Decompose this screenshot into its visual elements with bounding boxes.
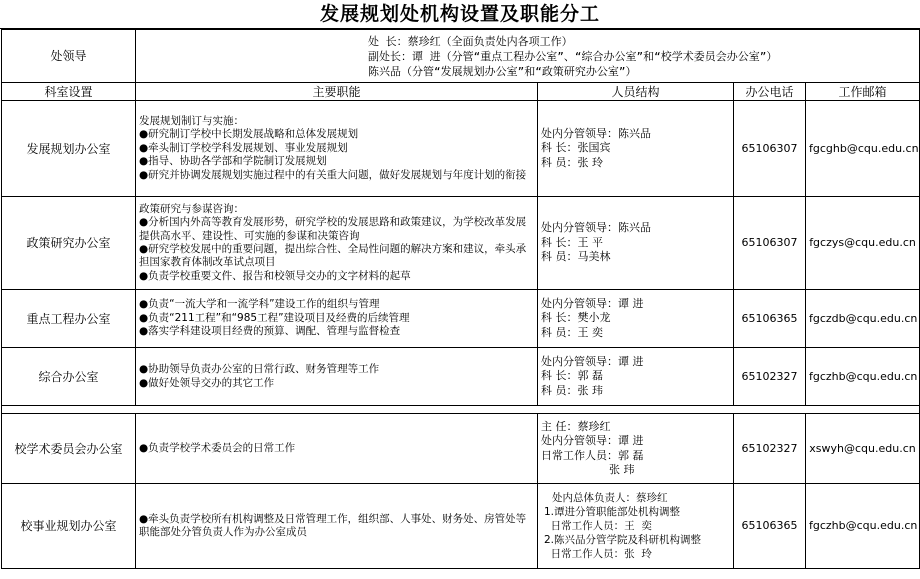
staff-line: 处内分管领导：陈兴品	[541, 221, 651, 235]
office-email: fgcghb@cqu.edu.cn	[806, 101, 920, 197]
duty-line: 发展规划制订与实施：	[139, 114, 244, 127]
spacer-row	[2, 406, 920, 414]
duty-line: ●负责学校重要文件、报告和校领导交办的文字材料的起草	[139, 269, 411, 282]
staff-line: 科 长：郭 磊	[541, 369, 603, 383]
column-header: 科室设置	[2, 83, 136, 101]
staff-line: 日常工作人员：郭 磊	[541, 448, 644, 462]
table-row	[2, 290, 920, 348]
leadership-row	[2, 30, 920, 83]
staff-line: 科 员：张 玮	[541, 383, 603, 397]
table-row	[2, 101, 920, 197]
office-name: 综合办公室	[2, 348, 136, 406]
staff-line: 科 员：王 奕	[541, 325, 603, 339]
duty-line: ●落实学科建设项目经费的预算、调配、管理与监督检查	[139, 325, 401, 338]
duty-line: ●负责“211工程”和“985工程”建设项目及经费的后续管理	[139, 311, 410, 324]
duty-line: ●牵头制订学校学科发展规划、事业发展规划	[139, 141, 348, 154]
duty-line: ●研究并协调发展规划实施过程中的有关重大问题，做好发展规划与年度计划的衔接	[139, 168, 527, 181]
office-duties	[136, 484, 538, 569]
office-email: fgczhb@cqu.edu.cn	[806, 348, 920, 406]
office-email: fgczdb@cqu.edu.cn	[806, 290, 920, 348]
header-row	[2, 83, 920, 101]
office-duties	[136, 290, 538, 348]
office-staff	[538, 290, 734, 348]
duty-line: ●牵头负责学校所有机构调整及日常管理工作，组织部、人事处、财务处、房管处等职能部处分管负责人作为办公室成员	[139, 512, 527, 538]
table-row	[2, 348, 920, 406]
staff-line: 1.谭进分管职能部处机构调整	[544, 506, 681, 518]
office-phone: 65102327	[734, 348, 806, 406]
staff-line: 张 玮	[609, 463, 635, 476]
office-email: xswyh@cqu.edu.cn	[806, 414, 920, 484]
leadership-details	[136, 30, 920, 83]
staff-line: 处内分管领导：谭 进	[541, 434, 644, 447]
staff-line: 科 员：张 玲	[541, 155, 603, 169]
office-staff	[538, 484, 734, 569]
staff-line: 日常工作人员：张 玲	[544, 548, 652, 560]
duty-line: ●研究学校发展中的重要问题，提出综合性、全局性问题的解决方案和建议，牵头承担国家教育体制改革试点项目	[139, 243, 527, 269]
duty-line: ●分析国内外高等教育发展形势，研究学校的发展思路和政策建议，为学校改革发展提供高水平、建设性、可实施的参谋和决策咨询	[139, 216, 527, 242]
duty-line: ●研究制订学校中长期发展战略和总体发展规划	[139, 128, 359, 141]
staff-line: 处内分管领导：谭 进	[541, 354, 644, 368]
office-name: 重点工程办公室	[2, 290, 136, 348]
table-row	[2, 484, 920, 569]
office-name: 校事业规划办公室	[2, 484, 136, 569]
office-duties	[136, 414, 538, 484]
column-header: 办公电话	[734, 83, 806, 101]
staff-line: 日常工作人员：王 奕	[544, 520, 652, 532]
office-email: fgczys@cqu.edu.cn	[806, 197, 920, 290]
page-title: 发展规划处机构设置及职能分工	[0, 0, 920, 29]
staff-line: 处内分管领导：陈兴品	[541, 126, 651, 140]
office-duties	[136, 197, 538, 290]
leader-line: 陈兴品（分管“发展规划办公室”和“政策研究办公室”）	[368, 64, 637, 78]
staff-line: 科 长：樊小龙	[541, 311, 611, 325]
office-phone: 65102327	[734, 414, 806, 484]
staff-line: 科 员：马美林	[541, 250, 611, 264]
office-staff	[538, 348, 734, 406]
table-row	[2, 197, 920, 290]
duty-line: 政策研究与参谋咨询：	[139, 202, 244, 215]
office-phone: 65106307	[734, 197, 806, 290]
staff-line: 处内分管领导：谭 进	[541, 296, 644, 310]
column-header: 工作邮箱	[806, 83, 920, 101]
staff-line: 2.陈兴品分管学院及科研机构调整	[544, 534, 702, 546]
office-duties	[136, 101, 538, 197]
leadership-label: 处领导	[2, 30, 136, 83]
office-name: 校学术委员会办公室	[2, 414, 136, 484]
office-name: 政策研究办公室	[2, 197, 136, 290]
duty-line: ●负责“一流大学和一流学科”建设工作的组织与管理	[139, 298, 380, 311]
duty-line: ●指导、协助各学部和学院制订发展规划	[139, 155, 327, 168]
column-header: 人员结构	[538, 83, 734, 101]
staff-line: 科 长：王 平	[541, 235, 603, 249]
office-duties	[136, 348, 538, 406]
leader-line: 副处长：谭 进（分管“重点工程办公室”、“综合办公室”和“校学术委员会办公室”）	[368, 49, 778, 63]
office-staff	[538, 101, 734, 197]
duty-line: ●做好处领导交办的其它工作	[139, 376, 275, 389]
duty-line: ●协助领导负责办公室的日常行政、财务管理等工作	[139, 363, 380, 376]
office-phone: 65106307	[734, 101, 806, 197]
office-staff	[538, 414, 734, 484]
office-phone: 65106365	[734, 290, 806, 348]
leader-line: 处 长：蔡珍红（全面负责处内各项工作）	[368, 34, 573, 48]
staff-line: 科 长：张国宾	[541, 141, 611, 155]
duty-line: ●负责学校学术委员会的日常工作	[139, 441, 296, 454]
office-staff	[538, 197, 734, 290]
column-header: 主要职能	[136, 83, 538, 101]
staff-line: 主 任：蔡珍红	[541, 419, 611, 433]
staff-line: 处内总体负责人：蔡珍红	[552, 492, 668, 504]
office-phone: 65106365	[734, 484, 806, 569]
office-name: 发展规划办公室	[2, 101, 136, 197]
office-email: fgczhb@cqu.edu.cn	[806, 484, 920, 569]
table-row	[2, 414, 920, 484]
spacer-cell	[2, 406, 920, 414]
org-table	[1, 29, 920, 569]
